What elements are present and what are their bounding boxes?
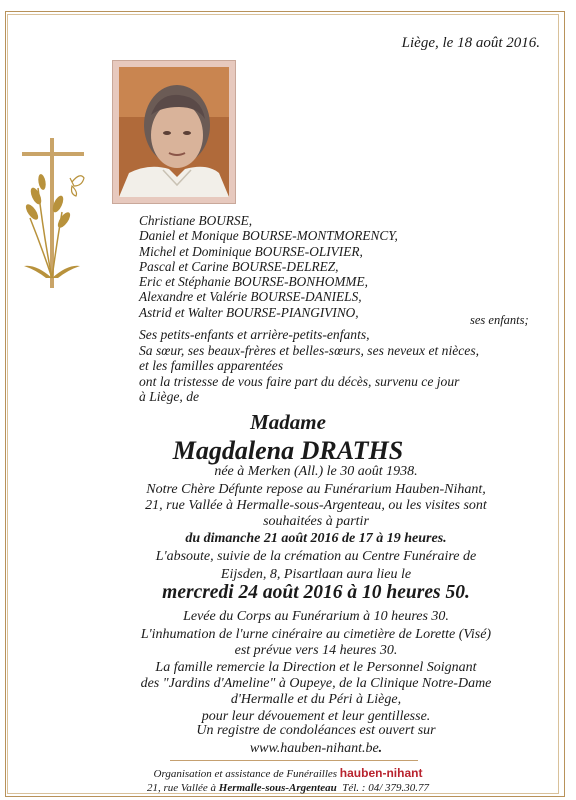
relatives-paragraph: [139, 327, 479, 405]
ceremony-date: mercredi 24 août 2016 à 10 heures 50.: [162, 582, 470, 603]
children-list: [139, 213, 398, 320]
child-name: Astrid et Walter BOURSE-PIANGIVINO,: [139, 304, 359, 320]
footer-phone: Tél. : 04/ 379.30.77: [342, 782, 430, 794]
funerarium-line: Notre Chère Défunte repose au Funérarium Hauben-Nihant,: [146, 482, 486, 497]
funerarium-paragraph: [110, 482, 522, 531]
relatives-line: à Liège, de: [139, 389, 200, 405]
footer-address-town: Hermalle-sous-Argenteau: [218, 782, 337, 794]
footer-org-text: Organisation et assistance de Funérailles: [153, 768, 338, 780]
child-name: Christiane BOURSE,: [139, 213, 253, 228]
thanks-line: d'Hermalle et du Péri à Liège,: [230, 692, 402, 708]
portrait-photo: [112, 60, 236, 204]
website-link[interactable]: www.hauben-nihant.be: [249, 741, 379, 756]
children-label: ses enfants;: [470, 313, 529, 327]
brand-logo: hauben-nihant: [339, 766, 423, 780]
relatives-line: et les familles apparentées: [139, 358, 284, 374]
footer-org: [0, 766, 576, 780]
visit-hours: du dimanche 21 août 2016 de 17 à 19 heures.: [185, 531, 447, 546]
footer-address-prefix: 21, rue Vallée à: [146, 782, 219, 794]
register-line: Un registre de condoléances est ouvert sur: [196, 723, 436, 738]
cross-wheat-decoration: [18, 138, 88, 288]
funerarium-line: souhaitées à partir: [263, 514, 369, 530]
footer-divider: [170, 760, 418, 761]
inhumation-paragraph: [110, 627, 522, 659]
butterfly-icon: [70, 176, 84, 196]
birth-line: née à Merken (All.) le 30 août 1938.: [214, 464, 418, 479]
child-name: Michel et Dominique BOURSE-OLIVIER,: [139, 243, 363, 259]
footer-address: [0, 782, 576, 794]
absoute-paragraph: [110, 549, 522, 583]
website-line: [110, 741, 522, 757]
absoute-line: Eijsden, 8, Pisartlaan aura lieu le: [220, 567, 412, 583]
thanks-line: La famille remercie la Direction et le Personnel Soignant: [155, 660, 477, 675]
child-name: Daniel et Monique BOURSE-MONTMORENCY,: [139, 228, 398, 244]
honorific: Madame: [250, 410, 326, 434]
funerarium-line: 21, rue Vallée à Hermalle-sous-Argenteau, ou les visites sont: [145, 498, 487, 514]
website-suffix: .: [378, 741, 383, 756]
relatives-line: Sa sœur, ses beaux-frères et belles-sœurs, ses neveux et nièces,: [139, 342, 480, 358]
thanks-line: des "Jardins d'Ameline" à Oupeye, de la Clinique Notre-Dame: [140, 676, 492, 692]
deceased-name: Magdalena DRATHS: [172, 436, 404, 465]
absoute-line: L'absoute, suivie de la crémation au Centre Funéraire de: [155, 549, 477, 564]
relatives-line: ont la tristesse de vous faire part du décès, survenu ce jour: [139, 373, 460, 389]
inhumation-line: est prévue vers 14 heures 30.: [234, 643, 398, 659]
child-name: Eric et Stéphanie BOURSE-BONHOMME,: [139, 274, 368, 290]
thanks-line: pour leur dévouement et leur gentillesse.: [201, 708, 431, 724]
thanks-paragraph: [110, 660, 522, 725]
date-line: Liège, le 18 août 2016.: [401, 35, 540, 51]
inhumation-line: L'inhumation de l'urne cinéraire au cimetière de Lorette (Visé): [140, 627, 492, 642]
relatives-line: Ses petits-enfants et arrière-petits-enfants,: [139, 327, 370, 342]
levee-line: Levée du Corps au Funérarium à 10 heures 30.: [183, 609, 449, 624]
child-name: Alexandre et Valérie BOURSE-DANIELS,: [139, 289, 362, 305]
child-name: Pascal et Carine BOURSE-DELREZ,: [139, 258, 339, 274]
portrait-image: [119, 67, 229, 197]
